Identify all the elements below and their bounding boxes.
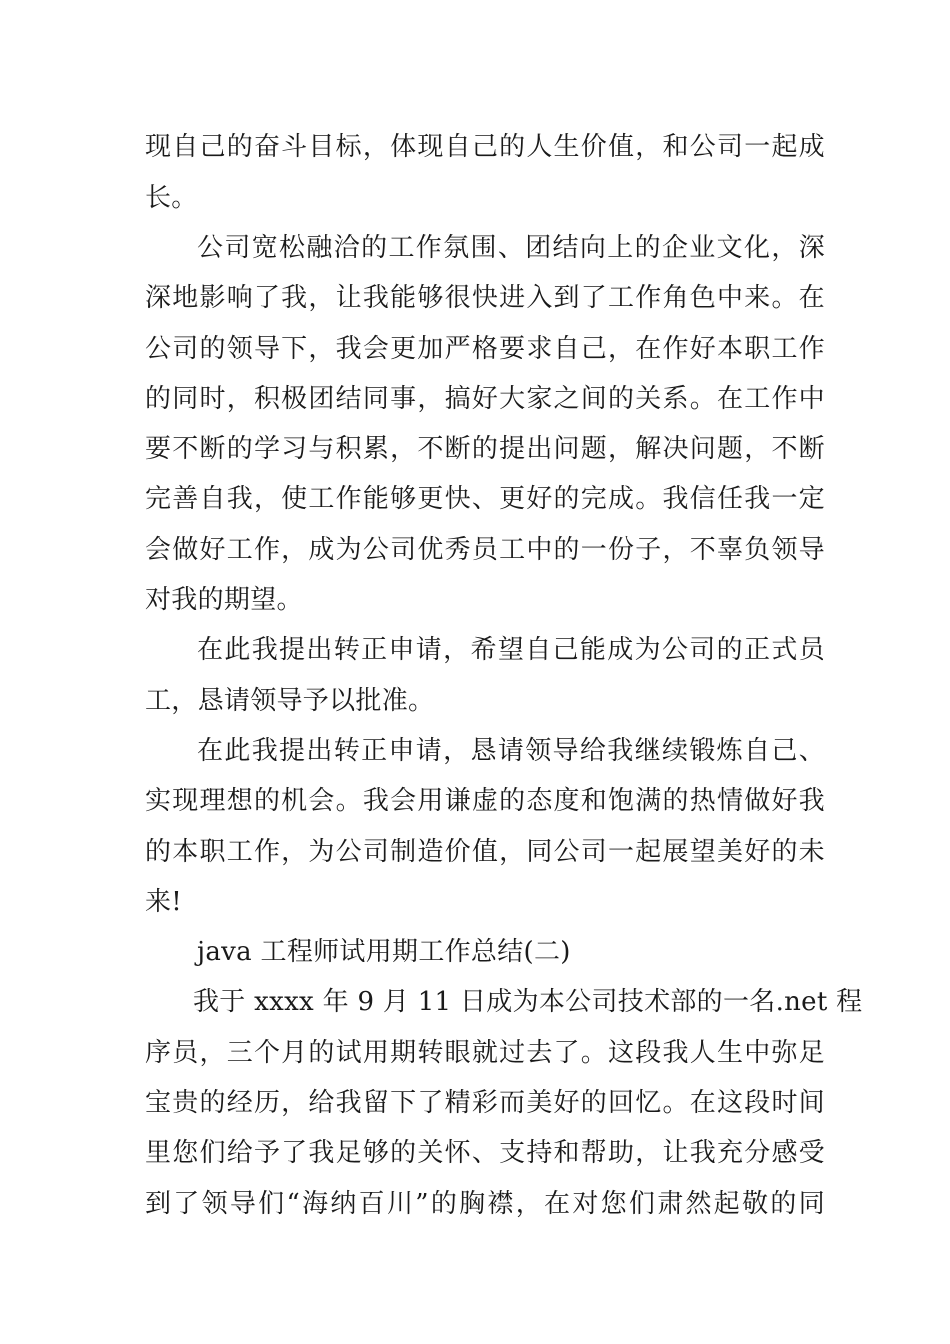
text-line: 宝贵的经历，给我留下了精彩而美好的回忆。在这段时间 [145, 1088, 825, 1118]
text-line: 要不断的学习与积累，不断的提出问题，解决问题，不断 [145, 434, 825, 464]
paragraph-first-line: 在此我提出转正申请，希望自己能成为公司的正式员 [197, 635, 825, 665]
text-line: 来! [145, 887, 183, 917]
text-line: 实现理想的机会。我会用谦虚的态度和饱满的热情做好我 [145, 786, 825, 816]
section-heading: java 工程师试用期工作总结(二) [197, 937, 571, 967]
paragraph-first-line: 公司宽松融洽的工作氛围、团结向上的企业文化，深 [197, 233, 825, 263]
text-line: 到了领导们“海纳百川”的胸襟，在对您们肃然起敬的同 [145, 1189, 825, 1219]
text-line: 会做好工作，成为公司优秀员工中的一份子，不辜负领导 [145, 535, 825, 565]
text-line: 对我的期望。 [145, 585, 303, 615]
text-line: 长。 [145, 183, 198, 213]
text-line: 的同时，积极团结同事，搞好大家之间的关系。在工作中 [145, 384, 825, 414]
text-line: 序员，三个月的试用期转眼就过去了。这段我人生中弥足 [145, 1038, 825, 1068]
paragraph-first-line: 在此我提出转正申请，恳请领导给我继续锻炼自己、 [197, 736, 825, 766]
paragraph-first-line: 我于 xxxx 年 9 月 11 日成为本公司技术部的一名.net 程 [193, 987, 863, 1017]
text-line: 深地影响了我，让我能够很快进入到了工作角色中来。在 [145, 283, 825, 313]
text-line: 完善自我，使工作能够更快、更好的完成。我信任我一定 [145, 484, 825, 514]
text-line: 里您们给予了我足够的关怀、支持和帮助，让我充分感受 [145, 1138, 825, 1168]
text-line: 公司的领导下，我会更加严格要求自己，在作好本职工作 [145, 334, 825, 364]
text-line: 的本职工作，为公司制造价值，同公司一起展望美好的未 [145, 837, 825, 867]
text-line: 工，恳请领导予以批准。 [145, 686, 435, 716]
text-line: 现自己的奋斗目标，体现自己的人生价值，和公司一起成 [145, 132, 825, 162]
